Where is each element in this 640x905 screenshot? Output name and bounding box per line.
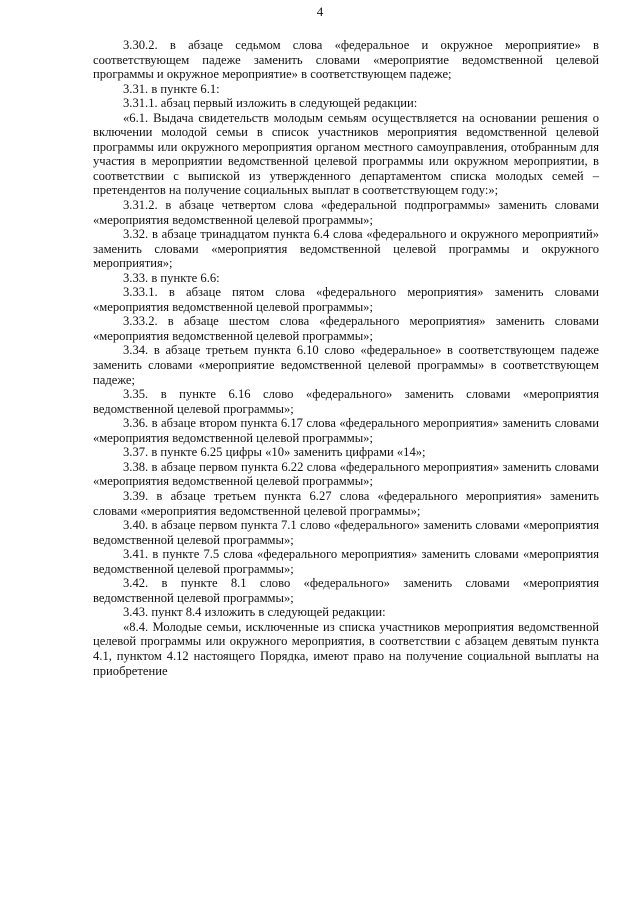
paragraph-3-31: 3.31. в пункте 6.1:: [123, 81, 220, 96]
paragraph-3-35: 3.35. в пункте 6.16 слово «федерального» заменить словами «мероприятия ведомственной целевой программы»;: [93, 387, 599, 416]
paragraph-3-38: 3.38. в абзаце первом пункта 6.22 слова «федерального мероприятия» заменить словами «мероприятия ведомственной целевой программы»;: [93, 459, 599, 489]
paragraph-3-42: 3.42. в пункте 8.1 слово «федерального» заменить словами «мероприятия ведомственной целевой программы»;: [93, 576, 599, 605]
paragraph-3-31-1: 3.31.1. абзац первый изложить в следующей редакции:: [123, 96, 418, 111]
paragraph-quote-8-4: «8.4. Молодые семьи, исключенные из списка участников мероприятия ведомственной целевой программы или окружного мероприятия, в соответствии с абзацем девятым пункта 4.1, пунктом 4.12 настоящего Порядка, имеют право на получение социальной выплаты на приобретение: [93, 619, 599, 678]
document-body: [93, 38, 599, 678]
paragraph-3-39: 3.39. в абзаце третьем пункта 6.27 слова «федерального мероприятия» заменить словами «мероприятия ведомственной целевой программы»;: [93, 488, 599, 518]
paragraph-3-33: 3.33. в пункте 6.6:: [123, 270, 220, 285]
paragraph-3-41: 3.41. в пункте 7.5 слова «федерального мероприятия» заменить словами «мероприятия ведомственной целевой программы»;: [93, 547, 599, 576]
paragraph-3-43: 3.43. пункт 8.4 изложить в следующей редакции:: [123, 605, 386, 620]
paragraph-3-40: 3.40. в абзаце первом пункта 7.1 слово «федерального» заменить словами «мероприятия ведомственной целевой программы»;: [93, 518, 599, 547]
paragraph-3-30-2: 3.30.2. в абзаце седьмом слова «федеральное и окружное мероприятие» в соответствующем падеже заменить словами «мероприятие ведомственной целевой программы и окружное мероприятие» в соответствующем падеже;: [93, 38, 599, 82]
paragraph-quote-6-1: «6.1. Выдача свидетельств молодым семьям осуществляется на основании решения о включении молодой семьи в список участников мероприятия ведомственной целевой программы или окружного мероприятия органом местного самоуправления, отобранным для участия в мероприятии ведомственной целевой программы или окружном мероприятии, в соответствии с выпиской из утвержденного департаментом списка молодых семей – претендентов на получение социальных выплат в соответствующем году:»;: [93, 110, 599, 198]
paragraph-3-31-2: 3.31.2. в абзаце четвертом слова «федеральной подпрограммы» заменить словами «мероприятия ведомственной целевой программы»;: [93, 198, 599, 227]
page-number: 4: [316, 4, 324, 19]
paragraph-3-33-2: 3.33.2. в абзаце шестом слова «федерального мероприятия» заменить словами «мероприятия ведомственной целевой программы»;: [93, 314, 599, 343]
paragraph-3-34: 3.34. в абзаце третьем пункта 6.10 слово «федеральное» в соответствующем падеже заменить словами «мероприятие ведомственной целевой программы» в соответствующем падеже;: [93, 343, 599, 387]
paragraph-3-33-1: 3.33.1. в абзаце пятом слова «федерального мероприятия» заменить словами «мероприятия ведомственной целевой программы»;: [93, 285, 599, 314]
paragraph-3-36: 3.36. в абзаце втором пункта 6.17 слова «федерального мероприятия» заменить словами «мероприятия ведомственной целевой программы»;: [93, 416, 599, 445]
paragraph-3-37: 3.37. в пункте 6.25 цифры «10» заменить цифрами «14»;: [123, 445, 426, 460]
paragraph-3-32: 3.32. в абзаце тринадцатом пункта 6.4 слова «федерального и окружного мероприятий» заменить словами «мероприятия ведомственной целевой программы и окружного мероприятия»;: [93, 227, 599, 271]
